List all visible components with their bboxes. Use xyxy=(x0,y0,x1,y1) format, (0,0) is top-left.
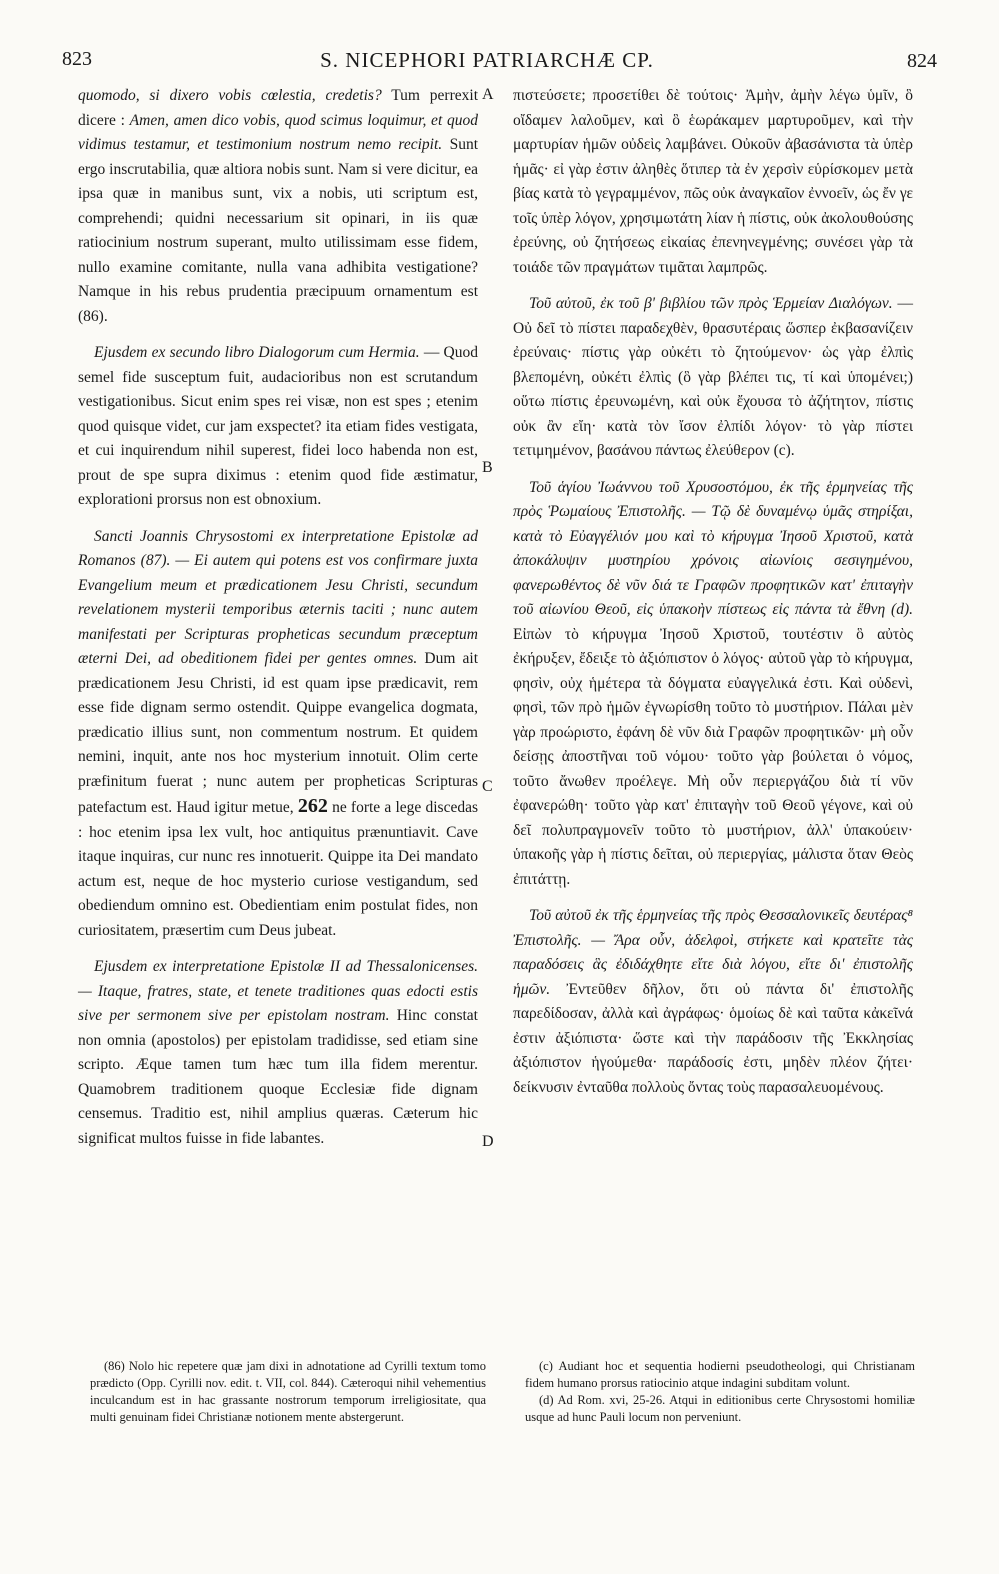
latin-p4-heading: Ejusdem ex interpretatione Epistolæ II ad Thessalonicenses. xyxy=(94,958,478,975)
greek-p3-italic: — Τῷ δὲ δυναμένῳ ὑμᾶς στηρίξαι, κατὰ τὸ Εὐαγγέλιόν μου καὶ τὸ κήρυγμα Ἰησοῦ Χριστοῦ, κατὰ ἀποκάλυψιν μυστηρίου χρόνοις αἰωνίοις σεσιγημένου, φανερωθέντος δὲ νῦν διά τε Γραφῶν προφητικῶν κατ' ἐπιταγὴν τοῦ αἰωνίου Θεοῦ, εἰς ὑπακοὴν πίστεως εἰς πάντα τὰ ἔθνη (d). xyxy=(513,503,913,618)
reprint-page-number: 262 xyxy=(297,795,328,817)
footnote-c: (c) Audiant hoc et sequentia hodierni pseudotheologi, qui Christianam fidem humano prorsus ratiocinio atque indagini subditam volunt. xyxy=(525,1359,915,1390)
greek-p3-text: Εἰπὼν τὸ κήρυγμα Ἰησοῦ Χριστοῦ, τουτέστιν ὃ αὐτὸς ἐκήρυξεν, ἔδειξε τὸ ἀξιόπιστον ὁ λόγος· αὐτοῦ γὰρ τὸ κήρυγμα, φησὶν, οὐχ ἡμέτερα τὰ δόγματα εὐαγγελικά ἐστι. Καὶ οὐδενὶ, φησὶ, τῶν πρὸ ἡμῶν ἐγνωρίσθη τοῦτο τὸ μυστήριον. Πάλαι μὲν γὰρ προώριστο, ἐφάνη δὲ νῦν διὰ Γραφῶν προφητικῶν· μὴ οὖν δείσῃς ἀποστῆναι τοῦ νόμου· τοῦτο γὰρ βούλεται ὁ νόμος, τοῦτο ἄνωθεν προέλεγε. Μὴ οὖν περιεργάζου διὰ τί νῦν ἐφανερώθη· τοῦτο γὰρ κατ' ἐπιταγὴν τοῦ Θεοῦ γέγονε, καὶ οὐ δεῖ πολυπραγμονεῖν τοῦτο τὸ μυστήριον, ἀλλ' ὑπακούειν· ὑπακοῆς γὰρ ἡ πίστις δεῖται, οὐ περιεργίας, μάλιστα ὅταν Θεὸς ἐπιτάττῃ. xyxy=(513,625,913,888)
latin-p4-text: Hinc constat non omnia (apostolos) per epistolam tradidisse, sed etiam sine scripto. Æque tamen tum hæc tum illa fidem merentur. Quamobrem traditionem quoque Ecclesiæ fide dignam censemus. Traditio est, nihil amplius quæras. Cæterum hic significat multos fuisse in fide labantes. xyxy=(78,1007,478,1147)
greek-column xyxy=(513,84,913,1100)
latin-p1-italic-mid: Amen, amen dico vobis, quod scimus loquimur, et quod vidimus testamur, et testimonium nostrum nemo recipit. xyxy=(78,111,478,153)
latin-paragraph-4 xyxy=(78,955,478,1151)
greek-paragraph-3 xyxy=(513,476,913,893)
latin-p3-text-a: Dum ait prædicationem Jesu Christi, id est quam ipse prædicavit, rem esse fide dignam sermo ostendit. Quippe evangelica dogmata, prædicatio illius sunt, non commentum nostrum. Et quidem nemini, inquit, ante nos hoc mysterium innotuit. Olim certe præfinitum fuerat ; nunc autem per propheticas Scripturas patefactum est. Haud igitur metue, xyxy=(78,650,478,816)
latin-paragraph-1 xyxy=(78,84,478,329)
footnote-d: (d) Ad Rom. xvi, 25-26. Atqui in editionibus certe Chrysostomi homiliæ usque ad hunc Pauli locum non perveniunt. xyxy=(525,1393,915,1424)
footnotes-left xyxy=(90,1358,486,1426)
latin-p1-text-a: Tum perrexit dicere : xyxy=(78,87,478,129)
footnote-86: (86) Nolo hic repetere quæ jam dixi in adnotatione ad Cyrilli textum tomo prædicto (Opp. Cyrilli nov. edit. t. VII, col. 844). Cæteroqui nihil vehementius inculcandum est in hac grassante nostrorum temporum irreligiositate, qua multi genuinam fidei Christianæ notionem mente abstergerunt. xyxy=(90,1359,486,1424)
latin-p4-italic: — Itaque, fratres, state, et tenete traditiones quas edocti estis sive per sermonem sive per epistolam nostram. xyxy=(78,982,478,1024)
greek-paragraph-4 xyxy=(513,904,913,1100)
greek-p3-heading: Τοῦ ἁγίου Ἰωάννου τοῦ Χρυσοστόμου, ἐκ τῆς ἑρμηνείας τῆς πρὸς Ῥωμαίους Ἐπιστολῆς. xyxy=(513,478,913,520)
greek-p2-text: — Οὐ δεῖ τὸ πίστει παραδεχθὲν, θρασυτέραις ὥσπερ ἐκβασανίζειν ἐρεύναις· πίστις γὰρ οὐκέτι τὸ ζητούμενον· ὡς γὰρ ἐλπὶς βλεπομένη, οὐκέτι ἐλπὶς (ὃ γὰρ βλέπει τις, τί καὶ ὑπομένει;) οὕτω πίστις ἐρευνωμένη, καὶ οὐκ ἔχουσα τὸ ἀζήτητον, πίστις οὐκ ἂν εἴη· κατὰ τὸν ἴσον ἐλπίδι λόγον· τὸ γὰρ πίστει τετιμημένον, βασάνου πάντως ἐλεύθερον (c). xyxy=(513,295,914,459)
margin-letter-d: D xyxy=(482,1133,494,1150)
latin-p2-text: — Quod semel fide susceptum fuit, audacioribus non est scrutandum vestigationibus. Sicut enim spes rei visæ, non est spes ; etenim quod quisque videt, cur jam exspectet? ita etiam fides vestigata, et cui inquirendum nihil superest, fidei loco habenda non est, prout de spe supra diximus : etenim quod fide æstimatur, explorationi prorsus non est obnoxium. xyxy=(78,344,478,508)
running-header xyxy=(62,40,937,80)
greek-p4-italic: — Ἄρα οὖν, ἀδελφοὶ, στήκετε καὶ κρατεῖτε τὰς παραδόσεις ἃς ἐδιδάχθητε εἴτε διὰ λόγου, εἴτε δι' ἐπιστολῆς ἡμῶν. xyxy=(513,931,913,998)
latin-p3-italic: — Ei autem qui potens est vos confirmare juxta Evangelium meum et prædicationem Jesu Christi, secundum revelationem mysterii temporibus æternis taciti ; nunc autem manifestati per Scripturas propheticas secundum præceptum æterni Dei, ad obeditionem fidei per gentes omnes. xyxy=(78,552,478,667)
latin-p1-italic-start: quomodo, si dixero vobis cœlestia, credetis? xyxy=(78,87,382,104)
latin-paragraph-3 xyxy=(78,525,478,944)
latin-column xyxy=(78,84,478,1151)
greek-p4-heading: Τοῦ αὐτοῦ ἐκ τῆς ἑρμηνείας τῆς πρὸς Θεσσαλονικεῖς δευτέρας⁸ Ἐπιστολῆς. xyxy=(513,907,913,949)
latin-p3-text-b: ne forte a lege discedas : hoc etenim ipsa lex vult, hoc antiquitus prænuntiavit. Cave itaque inquiras, cur nunc res innotuerit. Quippe ita Dei mandato actum est, neque de hoc mysterio curiose vestigandum, sed obediendum omnino est. Obedientiam enim postulat fides, non curiositatem, præsertim cum Deus jubeat. xyxy=(78,799,478,939)
footnotes-right xyxy=(525,1358,915,1426)
greek-p2-heading: Τοῦ αὐτοῦ, ἐκ τοῦ β' βιβλίου τῶν πρὸς Ἑρμείαν Διαλόγων. xyxy=(529,295,893,312)
page-number-left: 823 xyxy=(62,48,92,70)
page-number-right: 824 xyxy=(907,50,937,72)
margin-letter-c: C xyxy=(482,778,493,795)
running-title: S. NICEPHORI PATRIARCHÆ CP. xyxy=(320,48,654,72)
greek-paragraph-1: πιστεύσετε; προσετίθει δὲ τούτοις· Ἀμὴν, ἀμὴν λέγω ὑμῖν, ὃ οἴδαμεν λαλοῦμεν, καὶ ὃ ἑωράκαμεν μαρτυροῦμεν, καὶ τὴν μαρτυρίαν ἡμῶν οὐδεὶς λαμβάνει. Οὐκοῦν ἀβασάνιστα τὰ ὑπὲρ ἡμᾶς· εἰ γὰρ ἐστιν ἀληθὲς ὅτιπερ τὰ ἐν χερσὶν εὑρίσκομεν μετὰ βίας κατὰ τὸ γεγραμμένον, πῶς οὐκ ἀναγκαῖον ἐννοεῖν, ὡς ἔν γε τοῖς ὑπὲρ λόγον, χρησιμωτάτη λίαν ἡ πίστις, οὐκ ἀκολουθούσης ἐρεύνης, οὐ ζητήσεως εἰκαίας ἐπενηνεγμένης; συνέσει γὰρ τὰ τοιάδε τῶν πραγμάτων τιμᾶται λαμπρῶς. xyxy=(513,87,913,276)
latin-paragraph-2 xyxy=(78,341,478,513)
latin-p1-text-b: Sunt ergo inscrutabilia, quæ altiora nobis sunt. Nam si vere dicitur, ea ipsa quæ in manibus sunt, vix a nobis, uti scriptum est, comprehendi; quidni necessarium sit opinari, in iis quæ ratiocinium nostrum superant, multo utilissimam esse fidem, nullo examine comitante, nulla vana adhibita vestigatione? Namque in his rebus prudentia præcipuum ornamentum est (86). xyxy=(78,136,479,325)
margin-letter-a: A xyxy=(482,86,494,103)
greek-paragraph-2 xyxy=(513,292,913,464)
latin-p3-heading: Sancti Joannis Chrysostomi ex interpretatione Epistolæ ad Romanos (87). xyxy=(78,527,478,569)
greek-p4-text: Ἐντεῦθεν δῆλον, ὅτι οὐ πάντα δι' ἐπιστολῆς παρεδίδοσαν, ἀλλὰ καὶ ἀγράφως· ὁμοίως δὲ καὶ ταῦτα κἀκεῖνά ἐστιν ἀξιόπιστα· ὥστε καὶ τὴν παράδοσιν τῆς Ἐκκλησίας ἀξιόπιστον ἡγούμεθα· παράδοσίς ἐστι, μηδὲν πλέον ζήτει· δείκνυσιν ἐνταῦθα πολλοὺς ὄντας τοὺς παρασαλευομένους. xyxy=(513,980,913,1096)
margin-letter-b: B xyxy=(482,459,493,476)
latin-p2-heading: Ejusdem ex secundo libro Dialogorum cum Hermia. xyxy=(94,344,420,361)
